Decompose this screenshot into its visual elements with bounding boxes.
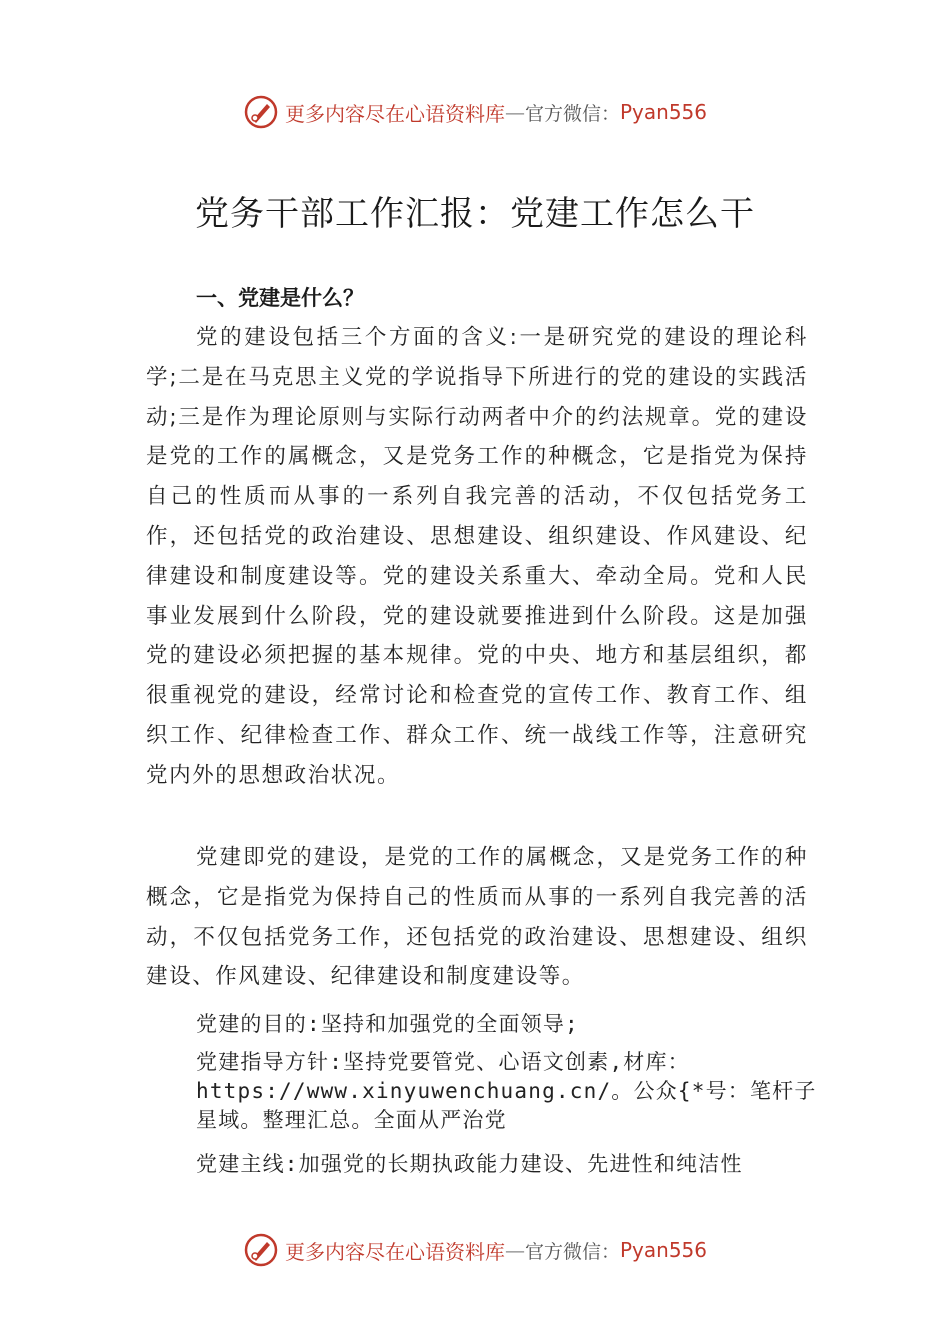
banner-wechat-id: Pyan556	[620, 100, 708, 124]
footer-watermark	[0, 1232, 950, 1268]
pen-nib-circle-icon	[243, 94, 279, 130]
paragraph-1: 党的建设包括三个方面的含义:一是研究党的建设的理论科学;二是在马克思主义党的学说指导下所进行的党的建设的实践活动;三是作为理论原则与实际行动两者中介的约法规章。党的建设是党的工作的属概念，又是党务工作的种概念，它是指党为保持自己的性质而从事的一系列自我完善的活动，不仅包括党务工作，还包括党的政治建设、思想建设、组织建设、作风建设、纪律建设和制度建设等。党的建设关系重大、牵动全局。党和人民事业发展到什么阶段，党的建设就要推进到什么阶段。这是加强党的建设必须把握的基本规律。党的中央、地方和基层组织，都很重视党的建设，经常讨论和检查党的宣传工作、教育工作、组织工作、纪律检查工作、群众工作、统一战线工作等，注意研究党内外的思想政治状况。	[146, 325, 808, 788]
banner-separator: —	[504, 100, 525, 124]
section-heading: 一、党建是什么？	[196, 286, 364, 310]
banner-wechat-label: 官方微信：	[524, 102, 620, 125]
header-watermark	[0, 94, 950, 130]
paragraph-2: 党建即党的建设，是党的工作的属概念，又是党务工作的种概念，它是指党为保持自己的性质而从事的一系列自我完善的活动，不仅包括党务工作，还包括党的政治建设、思想建设、组织建设、作风建设、纪律建设和制度建设等。	[146, 845, 808, 990]
line-goal: 党建的目的:坚持和加强党的全面领导;	[196, 1012, 579, 1036]
line-main: 党建主线:加强党的长期执政能力建设、先进性和纯洁性	[196, 1152, 743, 1176]
line-guide: 党建指导方针:坚持党要管党、心语文创素,材库：https://www.xinyuwenchuang.cn/。公众{*号：笔杆子星域。整理汇总。全面从严治党	[196, 1050, 817, 1132]
document-title: 党务干部工作汇报：党建工作怎么干	[195, 194, 755, 234]
banner-main-text: 更多内容尽在心语资料库	[284, 101, 505, 126]
banner-wechat-label: 官方微信：	[524, 1240, 620, 1263]
banner-main-text: 更多内容尽在心语资料库	[284, 1239, 505, 1264]
pen-nib-circle-icon	[243, 1232, 279, 1268]
banner-separator: —	[504, 1238, 525, 1262]
banner-wechat-id: Pyan556	[620, 1238, 708, 1262]
